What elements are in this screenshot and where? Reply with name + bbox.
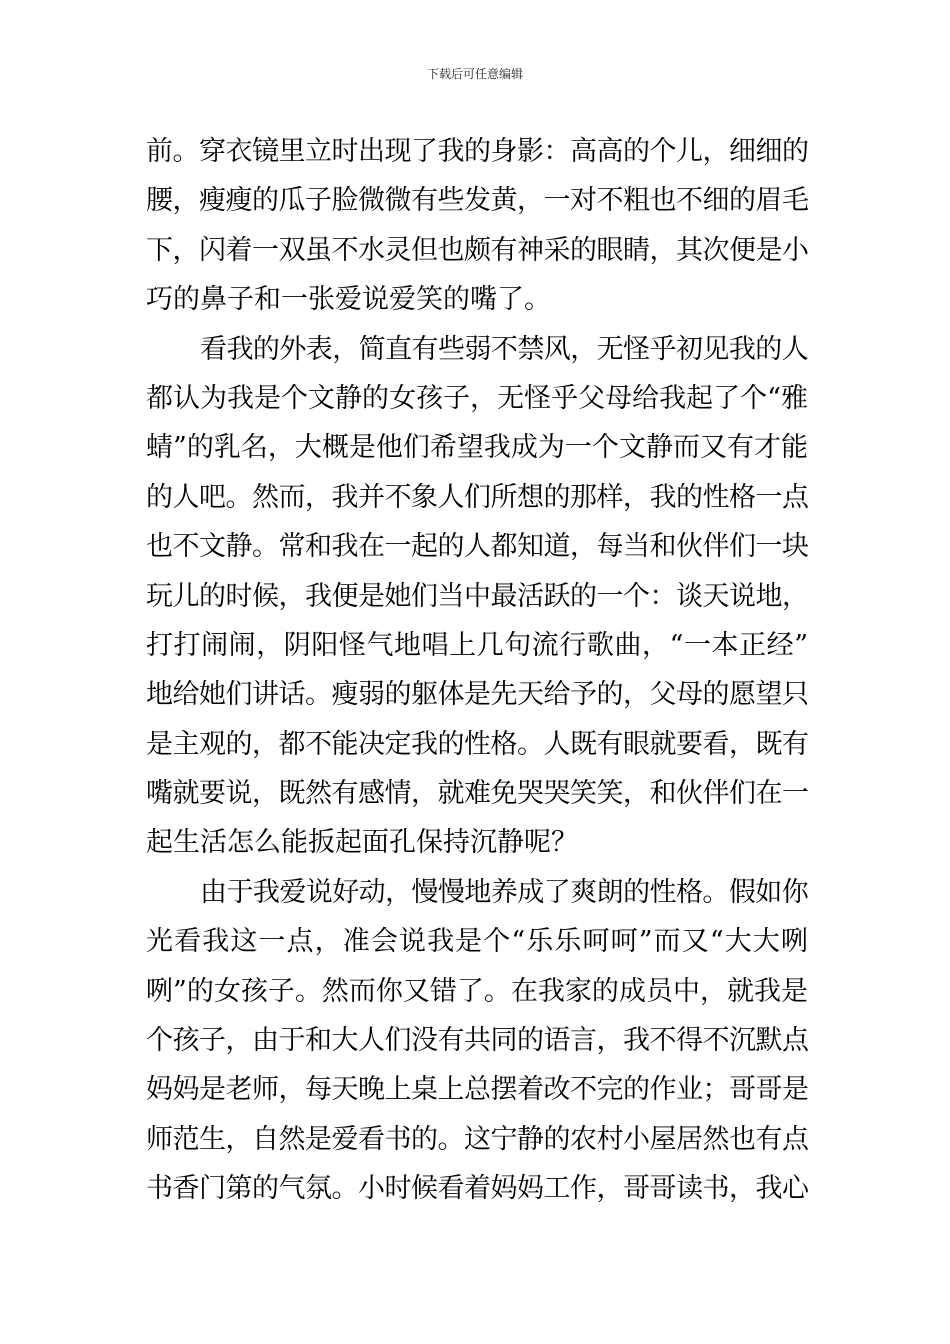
text-line: 个孩子，由于和大人们没有共同的语言，我不得不沉默点	[146, 1025, 809, 1057]
text-line: 咧”的女孩子。然而你又错了。在我家的成员中，就我是	[146, 975, 808, 1007]
text-line: 是主观的，都不能决定我的性格。人既有眼就要看，既有	[146, 728, 809, 760]
text-line: 嘴就要说，既然有感情，就难免哭哭笑笑，和伙伴们在一	[146, 778, 809, 810]
text-line: 的人吧。然而，我并不象人们所想的那样，我的性格一点	[146, 481, 809, 513]
text-line: 书香门第的气氛。小时候看着妈妈工作，哥哥读书，我心	[146, 1173, 809, 1205]
text-line: 前。穿衣镜里立时出现了我的身影：高高的个儿，细细的	[146, 136, 809, 167]
text-line: 都认为我是个文静的女孩子，无怪乎父母给我起了个“雅	[146, 382, 808, 414]
text-line: 腰，瘦瘦的瓜子脸微微有些发黄，一对不粗也不细的眉毛	[146, 185, 809, 217]
text-line: 蜻”的乳名，大概是他们希望我成为一个文静而又有才能	[146, 432, 808, 464]
text-line: 也不文静。常和我在一起的人都知道，每当和伙伴们一块	[146, 531, 809, 563]
text-line: 下，闪着一双虽不水灵但也颇有神采的眼睛，其次便是小	[146, 234, 809, 266]
text-line: 打打闹闹，阴阳怪气地唱上几句流行歌曲，“一本正经”	[146, 629, 808, 661]
text-line: 起生活怎么能扳起面孔保持沉静呢？	[146, 827, 578, 859]
text-line: 师范生，自然是爱看书的。这宁静的农村小屋居然也有点	[146, 1123, 809, 1155]
text-line: 光看我这一点，准会说我是个“乐乐呵呵”而又“大大咧	[146, 926, 808, 958]
text-line: 妈妈是老师，每天晚上桌上总摆着改不完的作业；哥哥是	[146, 1074, 809, 1106]
text-line: 由于我爱说好动，慢慢地养成了爽朗的性格。假如你	[200, 876, 808, 908]
document-body	[146, 127, 808, 1214]
text-line: 巧的鼻子和一张爱说爱笑的嘴了。	[146, 284, 551, 316]
text-line: 看我的外表，简直有些弱不禁风，无怪乎初见我的人	[200, 333, 808, 365]
page-header-note: 下载后可任意编辑	[426, 67, 523, 81]
text-line: 地给她们讲话。瘦弱的躯体是先天给予的，父母的愿望只	[146, 679, 809, 711]
text-line: 玩儿的时候，我便是她们当中最活跃的一个：谈天说地，	[146, 580, 809, 612]
